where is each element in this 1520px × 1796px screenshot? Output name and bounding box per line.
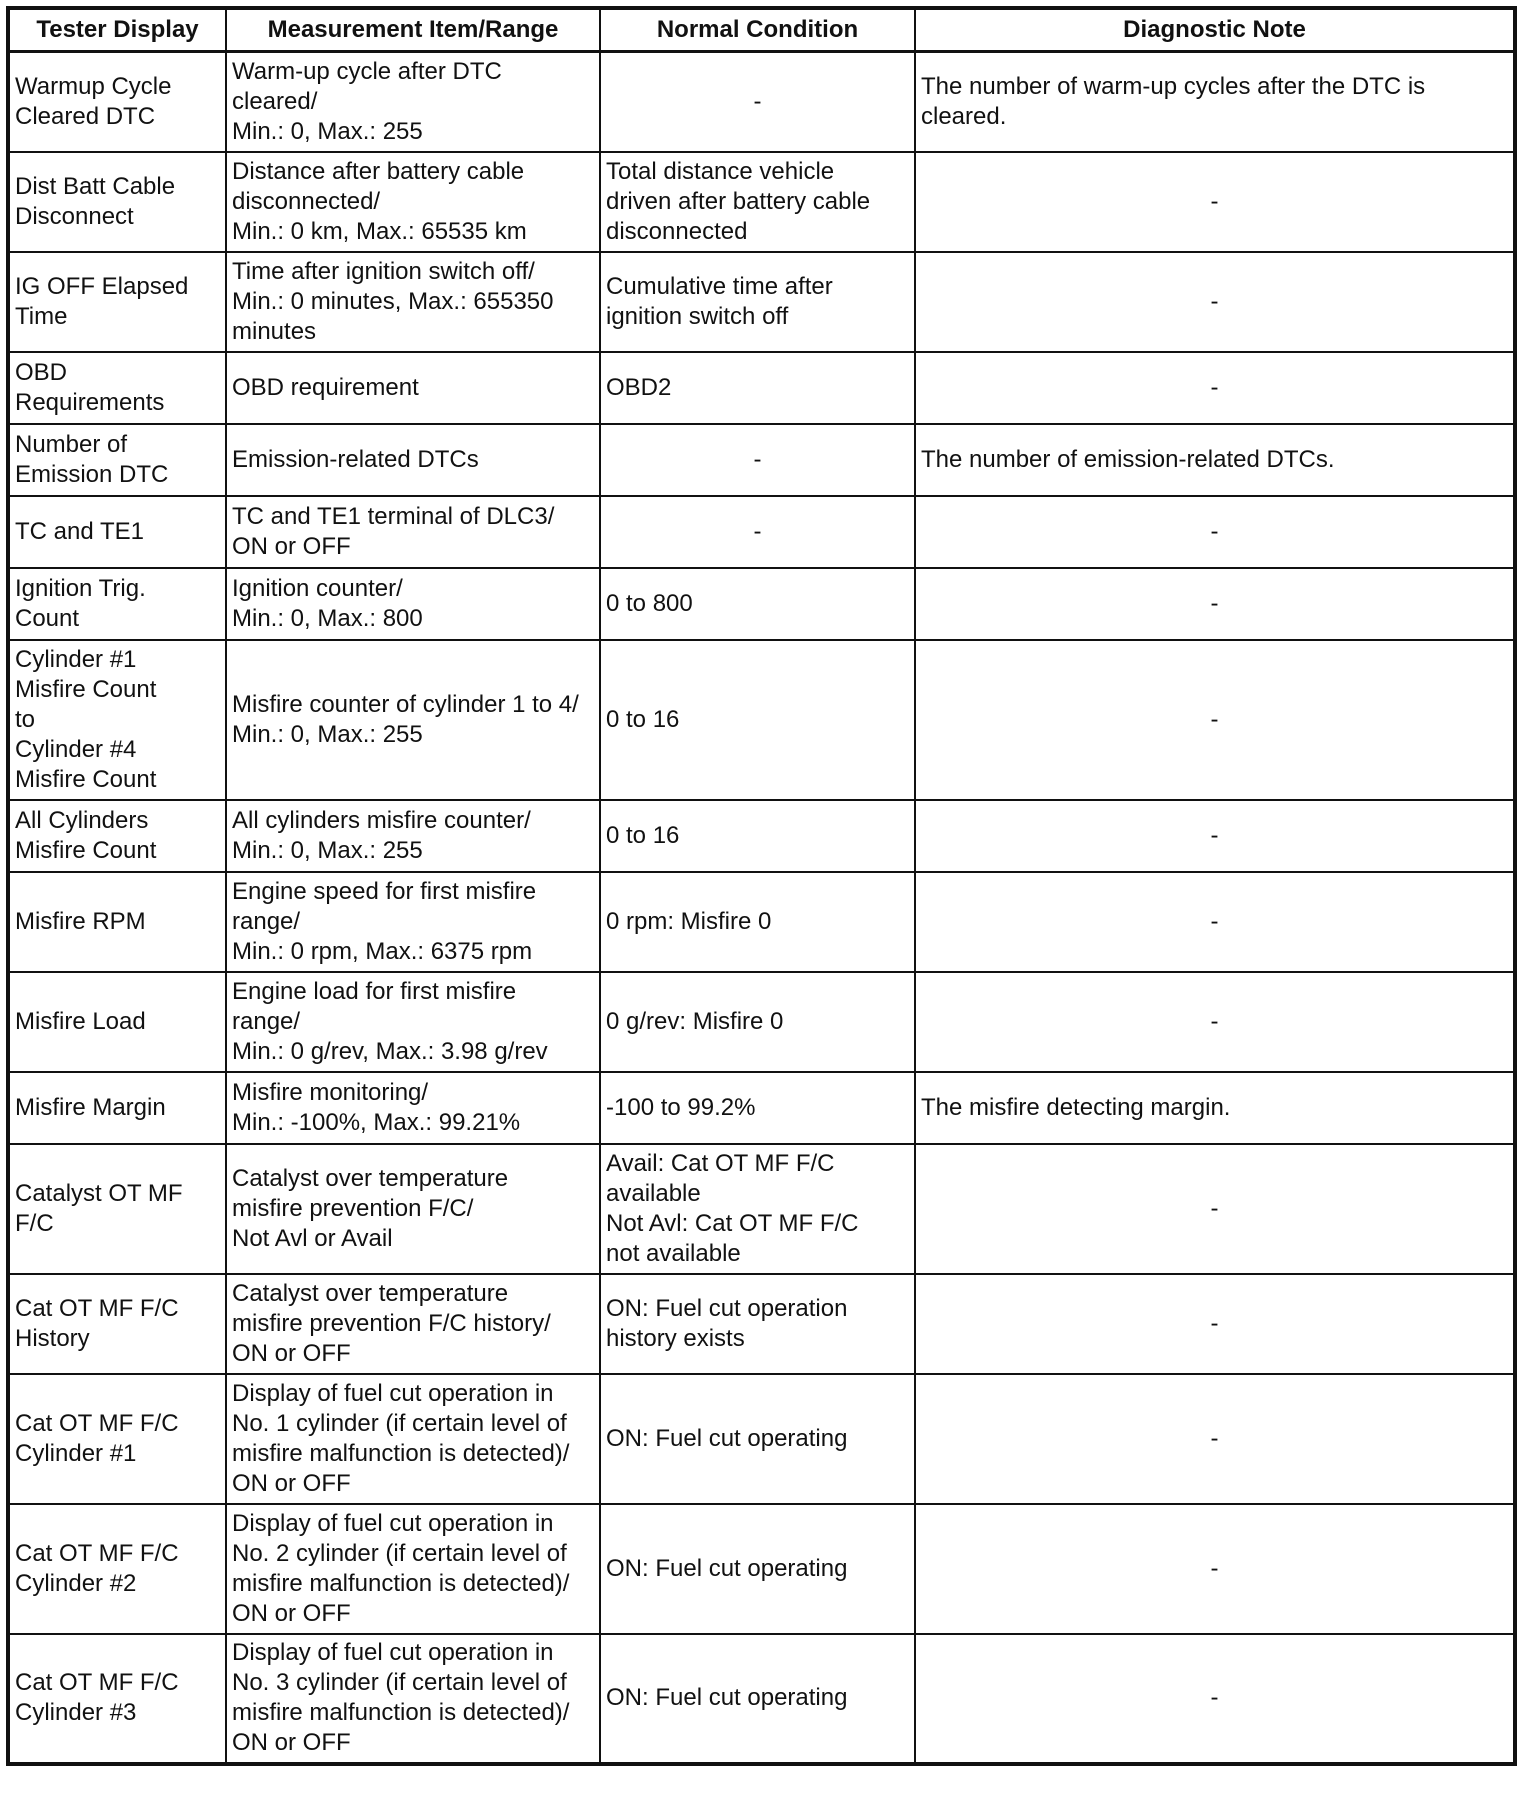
cell-text-line: ignition switch off [606,302,789,330]
cell-text-line: Misfire Count [15,765,157,793]
cell-text-line: Not Avl or Avail [232,1224,393,1252]
cell-text-line: All cylinders misfire counter/ [232,806,531,834]
cell-text-line: Catalyst OT MF [15,1179,183,1207]
cell-text-line: Cat OT MF F/C [15,1409,179,1437]
normal-condition-cell [600,1634,915,1764]
cell-text-line: Cleared DTC [15,102,156,130]
cell-text-line: - [1210,1424,1219,1452]
diagnostic-note-cell [915,568,1515,640]
cell-text-line: Cylinder #4 [15,735,137,763]
normal-condition-cell [600,640,915,800]
cell-text-line: misfire prevention F/C/ [232,1194,474,1222]
measurement-range-cell [226,800,600,872]
measurement-range-cell [226,424,600,496]
cell-text-line: ON: Fuel cut operating [606,1424,848,1452]
tester-display-cell [8,52,226,152]
measurement-range-cell [226,352,600,424]
cell-text-line: - [1210,373,1219,401]
cell-text-line: Misfire RPM [15,907,146,935]
cell-text-line: Emission DTC [15,460,169,488]
cell-text-line: ON: Fuel cut operating [606,1684,848,1711]
diagnostic-note-cell [915,352,1515,424]
diagnostic-note-cell [915,1072,1515,1144]
cell-text-line: Catalyst over temperature [232,1164,509,1192]
cell-text-line: Dist Batt Cable [15,172,176,200]
cell-text-line: OBD2 [606,373,672,401]
diagnostic-note-cell [915,52,1515,152]
cell-text-line: OBD requirement [232,373,419,401]
table-row [8,496,1515,568]
table-row [8,1504,1515,1634]
cell-text-line: ON: Fuel cut operating [606,1554,848,1582]
cell-text-line: ON or OFF [232,532,351,560]
tester-display-cell [8,1504,226,1634]
cell-text-line: Display of fuel cut operation in [232,1639,554,1666]
cell-text-line: Catalyst over temperature [232,1279,509,1307]
cell-text-line: - [1210,1554,1219,1582]
tester-display-cell [8,800,226,872]
cell-text-line: Misfire Count [15,675,157,703]
normal-condition-cell [600,800,915,872]
cell-text-line: misfire malfunction is detected)/ [232,1699,570,1726]
normal-condition-cell [600,252,915,352]
cell-text-line: Min.: -100%, Max.: 99.21% [232,1108,521,1136]
diagnostic-note-cell [915,872,1515,972]
table-header [8,8,1515,52]
cell-text-line: ON: Fuel cut operation [606,1294,848,1322]
cell-text-line: Emission-related DTCs [232,445,479,473]
tester-display-cell [8,640,226,800]
cell-text-line: 0 to 800 [606,589,693,617]
cell-text-line: Min.: 0, Max.: 255 [232,836,423,864]
cell-text-line: Cylinder #1 [15,1439,137,1467]
cell-text-line: - [1210,589,1219,617]
spec-document [6,6,1513,1790]
cell-text-line: not available [606,1239,741,1267]
cell-text-line: - [1210,1684,1219,1711]
cell-text-line: - [753,517,762,545]
normal-condition-cell [600,1374,915,1504]
diagnostic-note-cell [915,1274,1515,1374]
tester-display-cell [8,872,226,972]
tester-display-cell [8,1144,226,1274]
cell-text-line: minutes [232,317,317,345]
cell-text-line: cleared/ [232,87,318,115]
measurement-range-cell [226,972,600,1072]
diagnostic-note-cell [915,1374,1515,1504]
normal-condition-cell [600,1274,915,1374]
tester-display-cell [8,1634,226,1764]
tester-display-cell [8,152,226,252]
diagnostic-note-cell [915,972,1515,1072]
tester-display-cell [8,568,226,640]
cell-text-line: Min.: 0 km, Max.: 65535 km [232,217,527,245]
normal-condition-cell [600,872,915,972]
diagnostic-note-cell [915,1144,1515,1274]
cell-text-line: - [1210,1007,1219,1035]
cell-text-line: ON or OFF [232,1469,351,1497]
tester-display-cell [8,424,226,496]
table-row [8,1634,1515,1764]
diagnostic-note-cell [915,1634,1515,1764]
cell-text-line: Display of fuel cut operation in [232,1379,554,1407]
cell-text-line: - [1210,907,1219,935]
measurement-range-cell [226,152,600,252]
cell-text-line: IG OFF Elapsed [15,272,189,300]
table-row [8,1072,1515,1144]
cell-text-line: Min.: 0, Max.: 255 [232,117,423,145]
cell-text-line: misfire prevention F/C history/ [232,1309,551,1337]
cell-text-line: Cat OT MF F/C [15,1669,179,1696]
cell-text-line: Distance after battery cable [232,157,525,185]
tester-display-cell [8,1374,226,1504]
measurement-range-cell [226,1374,600,1504]
cell-text-line: Misfire counter of cylinder 1 to 4/ [232,690,579,718]
tester-display-cell [8,972,226,1072]
cell-text-line: Count [15,604,80,632]
normal-condition-cell [600,1072,915,1144]
cell-text-line: ON or OFF [232,1599,351,1627]
normal-condition-cell [600,1144,915,1274]
diagnostic-note-cell [915,1504,1515,1634]
cell-text-line: driven after battery cable [606,187,871,215]
cell-text-line: range/ [232,1007,301,1035]
cell-text-line: - [1210,187,1219,215]
diagnostic-note-cell [915,496,1515,568]
data-list-table [6,6,1517,1766]
cell-text-line: 0 rpm: Misfire 0 [606,907,772,935]
cell-text-line: Ignition counter/ [232,574,403,602]
cell-text-line: Min.: 0 minutes, Max.: 655350 [232,287,554,315]
cell-text-line: Warmup Cycle [15,72,172,100]
diagnostic-note-cell [915,424,1515,496]
measurement-range-cell [226,1504,600,1634]
cell-text-line: Misfire Load [15,1007,146,1035]
normal-condition-cell [600,496,915,568]
cell-text-line: No. 3 cylinder (if certain level of [232,1669,567,1696]
cell-text-line: 0 g/rev: Misfire 0 [606,1007,784,1035]
tester-display-cell [8,352,226,424]
header-tester-display: Tester Display [8,8,226,52]
header-normal-condition: Normal Condition [600,8,915,52]
header-measurement-item-range: Measurement Item/Range [226,8,600,52]
cell-text-line: history exists [606,1324,745,1352]
cell-text-line: ON or OFF [232,1339,351,1367]
normal-condition-cell [600,52,915,152]
cell-text-line: ON or OFF [232,1729,351,1756]
normal-condition-cell [600,568,915,640]
measurement-range-cell [226,52,600,152]
cell-text-line: No. 2 cylinder (if certain level of [232,1539,567,1567]
cell-text-line: OBD [15,358,68,386]
cell-text-line: Misfire Count [15,836,157,864]
diagnostic-note-cell [915,252,1515,352]
cell-text-line: Cat OT MF F/C [15,1539,179,1567]
cell-text-line: Engine speed for first misfire [232,877,537,905]
cell-text-line: -100 to 99.2% [606,1093,756,1121]
measurement-range-cell [226,640,600,800]
table-row [8,972,1515,1072]
cell-text-line: Misfire monitoring/ [232,1078,429,1106]
cell-text-line: 0 to 16 [606,821,680,849]
cell-text-line: Requirements [15,388,165,416]
cell-text-line: No. 1 cylinder (if certain level of [232,1409,567,1437]
cell-text-line: The number of warm-up cycles after the DTC is [921,72,1426,100]
cell-text-line: Misfire Margin [15,1093,166,1121]
measurement-range-cell [226,496,600,568]
table-row [8,1144,1515,1274]
table-row [8,800,1515,872]
cell-text-line: Avail: Cat OT MF F/C [606,1149,835,1177]
measurement-range-cell [226,568,600,640]
diagnostic-note-cell [915,152,1515,252]
cell-text-line: Cylinder #3 [15,1699,137,1726]
measurement-range-cell [226,252,600,352]
cell-text-line: Cat OT MF F/C [15,1294,179,1322]
cell-text-line: available [606,1179,701,1207]
normal-condition-cell [600,352,915,424]
table-row [8,152,1515,252]
table-row [8,1274,1515,1374]
table-row [8,424,1515,496]
cell-text-line: Min.: 0 g/rev, Max.: 3.98 g/rev [232,1037,548,1065]
tester-display-cell [8,1072,226,1144]
measurement-range-cell [226,1634,600,1764]
cell-text-line: - [1210,705,1219,733]
cell-text-line: Display of fuel cut operation in [232,1509,554,1537]
cell-text-line: - [1210,821,1219,849]
cell-text-line: History [15,1324,90,1352]
cell-text-line: - [1210,1309,1219,1337]
cell-text-line: TC and TE1 terminal of DLC3/ [232,502,555,530]
measurement-range-cell [226,1072,600,1144]
cell-text-line: Engine load for first misfire [232,977,517,1005]
cell-text-line: Cylinder #2 [15,1569,137,1597]
cell-text-line: TC and TE1 [15,517,144,545]
cell-text-line: 0 to 16 [606,705,680,733]
tester-display-cell [8,1274,226,1374]
normal-condition-cell [600,424,915,496]
cell-text-line: disconnected [606,217,748,245]
measurement-range-cell [226,1144,600,1274]
normal-condition-cell [600,152,915,252]
diagnostic-note-cell [915,800,1515,872]
cell-text-line: - [753,87,762,115]
table-row [8,640,1515,800]
table-row [8,1374,1515,1504]
cell-text-line: misfire malfunction is detected)/ [232,1439,570,1467]
table-row [8,568,1515,640]
cell-text-line: Disconnect [15,202,134,230]
tester-display-cell [8,252,226,352]
header-row [8,8,1515,52]
table-row [8,52,1515,152]
cell-text-line: All Cylinders [15,806,149,834]
cell-text-line: Ignition Trig. [15,574,146,602]
cell-text-line: Cylinder #1 [15,645,137,673]
cell-text-line: Min.: 0 rpm, Max.: 6375 rpm [232,937,533,965]
cell-text-line: - [1210,287,1219,315]
cell-text-line: disconnected/ [232,187,381,215]
cell-text-line: Total distance vehicle [606,157,835,185]
cell-text-line: The number of emission-related DTCs. [921,445,1335,473]
cell-text-line: to [15,705,36,733]
cell-text-line: cleared. [921,102,1007,130]
cell-text-line: Cumulative time after [606,272,833,300]
cell-text-line: Time after ignition switch off/ [232,257,535,285]
header-diagnostic-note: Diagnostic Note [915,8,1515,52]
table-row [8,352,1515,424]
cell-text-line: range/ [232,907,301,935]
normal-condition-cell [600,972,915,1072]
cell-text-line: Warm-up cycle after DTC [232,57,502,85]
cell-text-line: F/C [15,1209,54,1237]
cell-text-line: - [1210,1194,1219,1222]
cell-text-line: Min.: 0, Max.: 800 [232,604,423,632]
cell-text-line: Time [15,302,68,330]
cell-text-line: Not Avl: Cat OT MF F/C [606,1209,859,1237]
table-body [8,52,1515,1764]
tester-display-cell [8,496,226,568]
cell-text-line: - [1210,517,1219,545]
cell-text-line: Min.: 0, Max.: 255 [232,720,423,748]
cell-text-line: misfire malfunction is detected)/ [232,1569,570,1597]
normal-condition-cell [600,1504,915,1634]
measurement-range-cell [226,1274,600,1374]
measurement-range-cell [226,872,600,972]
cell-text-line: The misfire detecting margin. [921,1093,1231,1121]
diagnostic-note-cell [915,640,1515,800]
cell-text-line: Number of [15,430,128,458]
table-row [8,252,1515,352]
table-row [8,872,1515,972]
cell-text-line: - [753,445,762,473]
